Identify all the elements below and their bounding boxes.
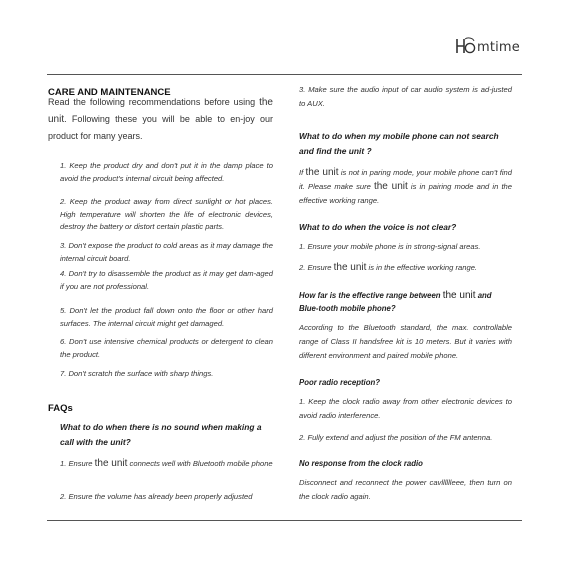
faq-answer: According to the Bluetooth standard, the max. controllable range of Class II handsfree kit is 10 meters. But it varies with different environment and paired mobile phone. [299, 323, 512, 360]
faq-question: What to do when my mobile phone can not search and find the unit ? [299, 131, 499, 156]
bottom-rule [47, 520, 522, 521]
brand-logo [454, 36, 520, 56]
care-heading: CARE AND MAINTENANCE [48, 87, 171, 98]
faq-question: How far is the effective range between the unit and Blue-tooth mobile phone? [299, 290, 492, 313]
care-item: 7. Don't scratch the surface with sharp things. [60, 369, 214, 378]
faq-answer: 3. Make sure the audio input of car audio system is ad-justed to AUX. [299, 85, 512, 108]
faq-answer: 2. Ensure the unit is in the effective working range. [299, 262, 478, 273]
faq-answer: 2. Ensure the volume has already been properly adjusted [60, 492, 253, 501]
faq-answer: 1. Keep the clock radio away from other electronic devices to avoid radio interference. [299, 397, 512, 420]
faq-answer: 2. Fully extend and adjust the position of the FM antenna. [299, 433, 493, 442]
faq-question: No response from the clock radio [299, 459, 423, 468]
logo-mark-icon [454, 36, 476, 56]
faq-heading: FAQs [48, 403, 73, 414]
faq-answer: Disconnect and reconnect the power cavlllllleee, then turn on the clock radio again. [299, 478, 512, 501]
care-item: 3. Don't expose the product to cold areas as it may damage the internal circuit board. [60, 241, 273, 263]
faq-answer: 1. Ensure your mobile phone is in strong-signal areas. [299, 242, 481, 251]
care-item: 6. Don't use intensive chemical products or detergent to clean the product. [60, 337, 273, 359]
faq-answer: If the unit is not in paring mode, your mobile phone can't find it. Please make sure the unit is in pairing mode and in the effective working range. [299, 167, 512, 205]
faq-question: What to do when there is no sound when making a call with the unit? [60, 422, 262, 447]
faq-question: Poor radio reception? [299, 378, 381, 387]
faq-question: What to do when the voice is not clear? [299, 222, 457, 232]
care-intro: Read the following recommendations before using the unit. Following these you will be able to en-joy our product for many years. [48, 97, 273, 141]
top-rule [47, 74, 522, 75]
care-item: 5. Don't let the product fall down onto the floor or other hard surfaces. The internal circuit might get damaged. [60, 306, 273, 328]
logo-text: mtime [476, 40, 520, 55]
care-item: 4. Don't try to disassemble the product as it may get dam-aged if you are not professional. [60, 269, 273, 291]
faq-answer: 1. Ensure the unit connects well with Bluetooth mobile phone [60, 458, 273, 469]
care-item: 2. Keep the product away from direct sunlight or hot places. High temperature will shorten the life of electronic devices, destroy the battery or distort certain plastic parts. [60, 197, 273, 231]
care-item: 1. Keep the product dry and don't put it in the damp place to avoid the product's internal circuit being affected. [60, 161, 273, 183]
